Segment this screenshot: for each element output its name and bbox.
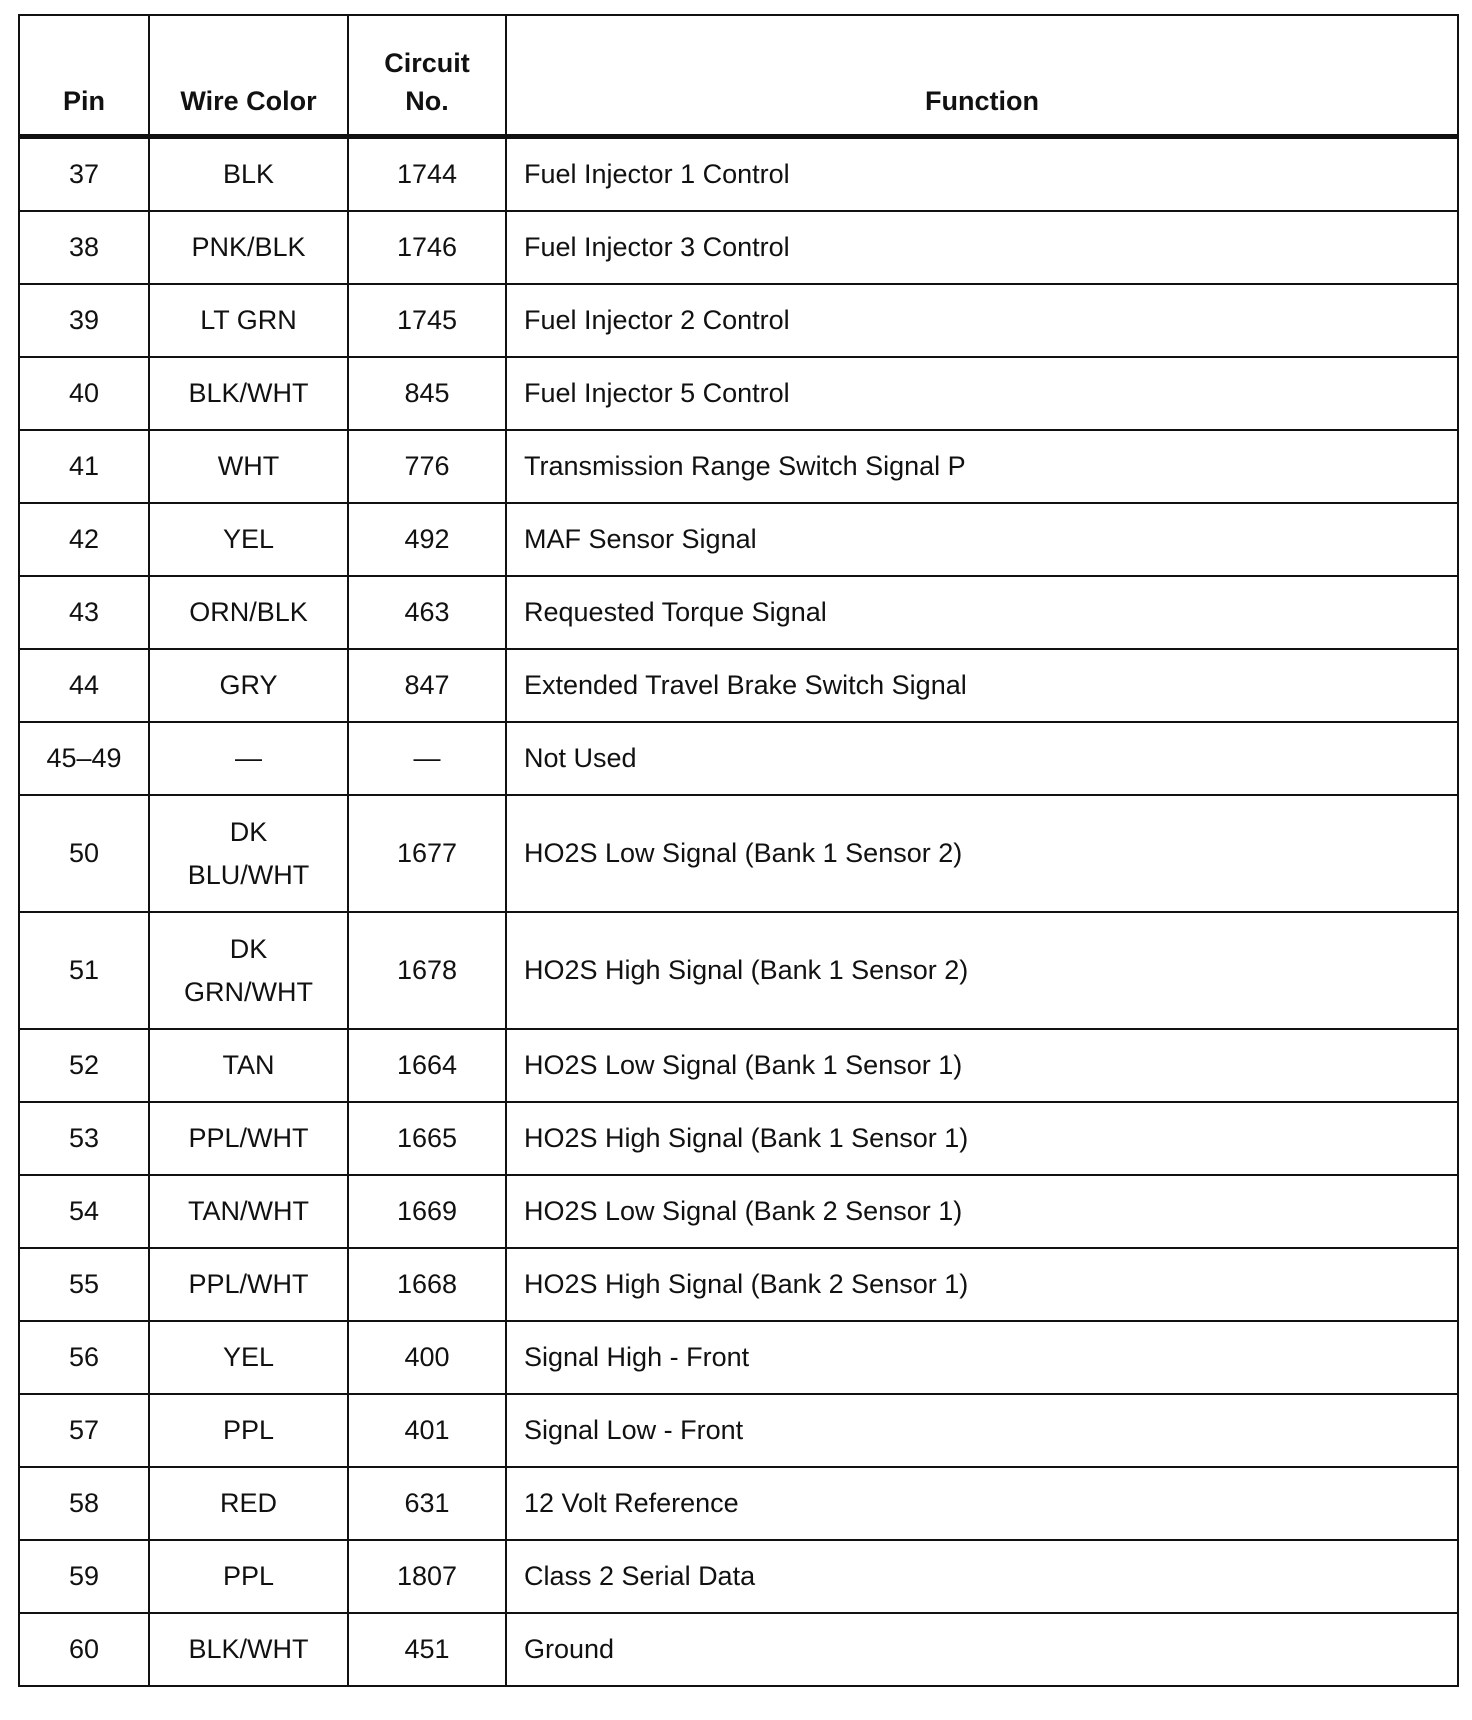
header-function: Function	[506, 15, 1458, 137]
cell-function: Not Used	[506, 722, 1458, 795]
cell-function: HO2S High Signal (Bank 1 Sensor 1)	[506, 1102, 1458, 1175]
cell-function: Class 2 Serial Data	[506, 1540, 1458, 1613]
cell-circuit-no: 1665	[348, 1102, 506, 1175]
cell-pin: 41	[19, 430, 149, 503]
connector-pinout-table-wrapper	[18, 14, 1457, 1687]
cell-pin: 53	[19, 1102, 149, 1175]
table-row	[19, 430, 1458, 503]
cell-wire-color	[149, 1467, 348, 1540]
cell-wire-color-text: DK GRN/WHT	[184, 933, 313, 1007]
cell-pin: 37	[19, 137, 149, 212]
cell-pin: 39	[19, 284, 149, 357]
cell-pin: 38	[19, 211, 149, 284]
table-row	[19, 1029, 1458, 1102]
cell-pin: 57	[19, 1394, 149, 1467]
cell-circuit-no: 1746	[348, 211, 506, 284]
table-row	[19, 1394, 1458, 1467]
cell-circuit-no: 845	[348, 357, 506, 430]
table-body	[19, 137, 1458, 1687]
header-pin: Pin	[19, 15, 149, 137]
cell-wire-color-text: BLK/WHT	[188, 378, 309, 408]
cell-function: HO2S High Signal (Bank 2 Sensor 1)	[506, 1248, 1458, 1321]
cell-wire-color-text: BLK	[222, 159, 275, 189]
cell-function: HO2S High Signal (Bank 1 Sensor 2)	[506, 912, 1458, 1029]
cell-circuit-no: 631	[348, 1467, 506, 1540]
cell-function: Ground	[506, 1613, 1458, 1686]
cell-function: Transmission Range Switch Signal P	[506, 430, 1458, 503]
cell-wire-color	[149, 795, 348, 912]
cell-pin: 45–49	[19, 722, 149, 795]
cell-wire-color	[149, 576, 348, 649]
cell-function: MAF Sensor Signal	[506, 503, 1458, 576]
table-row	[19, 795, 1458, 912]
cell-pin: 40	[19, 357, 149, 430]
cell-circuit-no: 1807	[348, 1540, 506, 1613]
cell-wire-color-text: DK BLU/WHT	[187, 816, 310, 890]
cell-wire-color	[149, 503, 348, 576]
cell-wire-color	[149, 649, 348, 722]
cell-function: Extended Travel Brake Switch Signal	[506, 649, 1458, 722]
cell-circuit-no: 847	[348, 649, 506, 722]
table-row	[19, 1613, 1458, 1686]
cell-wire-color	[149, 1321, 348, 1394]
table-row	[19, 357, 1458, 430]
cell-function: 12 Volt Reference	[506, 1467, 1458, 1540]
cell-function: Requested Torque Signal	[506, 576, 1458, 649]
table-row	[19, 1540, 1458, 1613]
cell-wire-color-text: WHT	[217, 451, 280, 481]
cell-pin: 51	[19, 912, 149, 1029]
cell-circuit-no: 451	[348, 1613, 506, 1686]
header-circuit-no	[348, 15, 506, 137]
cell-wire-color	[149, 912, 348, 1029]
cell-wire-color-text: YEL	[222, 524, 275, 554]
table-row	[19, 1467, 1458, 1540]
cell-pin: 42	[19, 503, 149, 576]
table-row	[19, 503, 1458, 576]
cell-wire-color-text: PPL	[222, 1415, 275, 1445]
cell-pin: 56	[19, 1321, 149, 1394]
cell-circuit-no: 1664	[348, 1029, 506, 1102]
cell-circuit-no: 1678	[348, 912, 506, 1029]
header-circuit-no-label: Circuit No.	[384, 48, 470, 116]
cell-wire-color	[149, 1540, 348, 1613]
cell-pin: 54	[19, 1175, 149, 1248]
table-row	[19, 649, 1458, 722]
cell-circuit-no: 1669	[348, 1175, 506, 1248]
cell-circuit-no: 1744	[348, 137, 506, 212]
cell-circuit-no: 400	[348, 1321, 506, 1394]
table-row	[19, 284, 1458, 357]
cell-wire-color	[149, 1394, 348, 1467]
cell-function: Fuel Injector 1 Control	[506, 137, 1458, 212]
cell-wire-color-text: PPL/WHT	[188, 1269, 309, 1299]
table-row	[19, 576, 1458, 649]
cell-wire-color-text: YEL	[222, 1342, 275, 1372]
table-row	[19, 211, 1458, 284]
cell-wire-color-text: BLK/WHT	[188, 1634, 309, 1664]
cell-wire-color-text: PNK/BLK	[191, 232, 306, 262]
table-row	[19, 1102, 1458, 1175]
cell-function: Fuel Injector 2 Control	[506, 284, 1458, 357]
connector-pinout-table	[18, 14, 1459, 1687]
cell-pin: 43	[19, 576, 149, 649]
cell-function: HO2S Low Signal (Bank 1 Sensor 1)	[506, 1029, 1458, 1102]
cell-pin: 52	[19, 1029, 149, 1102]
cell-circuit-no: 1745	[348, 284, 506, 357]
cell-wire-color-text: PPL/WHT	[188, 1123, 309, 1153]
cell-wire-color-text: LT GRN	[200, 305, 297, 335]
cell-function: HO2S Low Signal (Bank 1 Sensor 2)	[506, 795, 1458, 912]
cell-function: Fuel Injector 3 Control	[506, 211, 1458, 284]
table-row	[19, 1175, 1458, 1248]
table-row	[19, 722, 1458, 795]
cell-pin: 50	[19, 795, 149, 912]
cell-circuit-no: 1668	[348, 1248, 506, 1321]
cell-pin: 59	[19, 1540, 149, 1613]
cell-wire-color-text: TAN	[222, 1050, 275, 1080]
cell-pin: 44	[19, 649, 149, 722]
cell-circuit-no: 401	[348, 1394, 506, 1467]
cell-pin: 60	[19, 1613, 149, 1686]
table-row	[19, 1321, 1458, 1394]
cell-wire-color	[149, 137, 348, 212]
cell-wire-color	[149, 357, 348, 430]
cell-wire-color	[149, 1613, 348, 1686]
cell-wire-color	[149, 1175, 348, 1248]
cell-wire-color	[149, 211, 348, 284]
table-row	[19, 1248, 1458, 1321]
cell-function: Signal Low - Front	[506, 1394, 1458, 1467]
cell-wire-color-text: —	[235, 743, 262, 773]
cell-circuit-no: 492	[348, 503, 506, 576]
cell-function: Signal High - Front	[506, 1321, 1458, 1394]
cell-wire-color	[149, 722, 348, 795]
cell-wire-color-text: RED	[219, 1488, 277, 1518]
cell-wire-color-text: GRY	[219, 670, 278, 700]
cell-wire-color	[149, 284, 348, 357]
table-row	[19, 912, 1458, 1029]
cell-circuit-no: —	[348, 722, 506, 795]
cell-wire-color	[149, 1102, 348, 1175]
cell-pin: 58	[19, 1467, 149, 1540]
cell-circuit-no: 1677	[348, 795, 506, 912]
cell-wire-color	[149, 1248, 348, 1321]
table-row	[19, 137, 1458, 212]
cell-pin: 55	[19, 1248, 149, 1321]
cell-function: Fuel Injector 5 Control	[506, 357, 1458, 430]
cell-wire-color-text: TAN/WHT	[188, 1196, 309, 1226]
table-header-row	[19, 15, 1458, 137]
cell-function: HO2S Low Signal (Bank 2 Sensor 1)	[506, 1175, 1458, 1248]
cell-circuit-no: 776	[348, 430, 506, 503]
cell-wire-color	[149, 430, 348, 503]
cell-wire-color	[149, 1029, 348, 1102]
cell-wire-color-text: ORN/BLK	[189, 597, 308, 627]
cell-circuit-no: 463	[348, 576, 506, 649]
cell-wire-color-text: PPL	[222, 1561, 275, 1591]
header-wire-color: Wire Color	[149, 15, 348, 137]
